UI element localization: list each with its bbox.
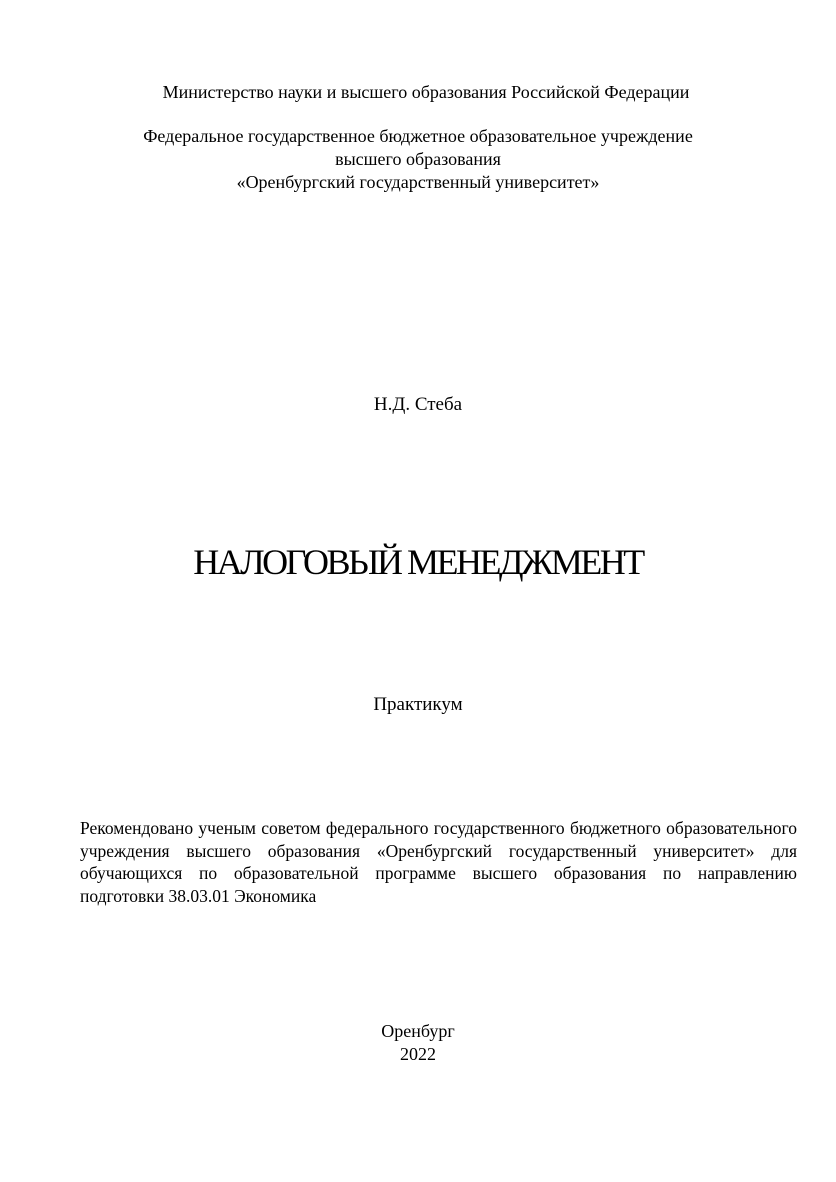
recommendation-text: Рекомендовано ученым советом федерального государственного бюджетного образовательного учреждения высшего образования «Оренбургский государственный университет» для обучающихся по образовательной программе высшего образования по направлению подготовки 38.03.01 Экономика: [80, 818, 797, 906]
publication-city: Оренбург: [381, 1021, 455, 1041]
institution-name: «Оренбургский государственный университет»: [236, 172, 600, 192]
institution-line-1: Федеральное государственное бюджетное образовательное учреждение: [143, 126, 693, 146]
document-title: НАЛОГОВЫЙ МЕНЕДЖМЕНТ: [193, 542, 643, 582]
document-subtitle: Практикум: [373, 694, 463, 715]
publication-year: 2022: [400, 1044, 436, 1064]
institution-line-2: высшего образования: [335, 149, 501, 169]
author-name: Н.Д. Стеба: [373, 394, 463, 415]
ministry-name: Министерство науки и высшего образования Российской Федерации: [162, 82, 690, 102]
